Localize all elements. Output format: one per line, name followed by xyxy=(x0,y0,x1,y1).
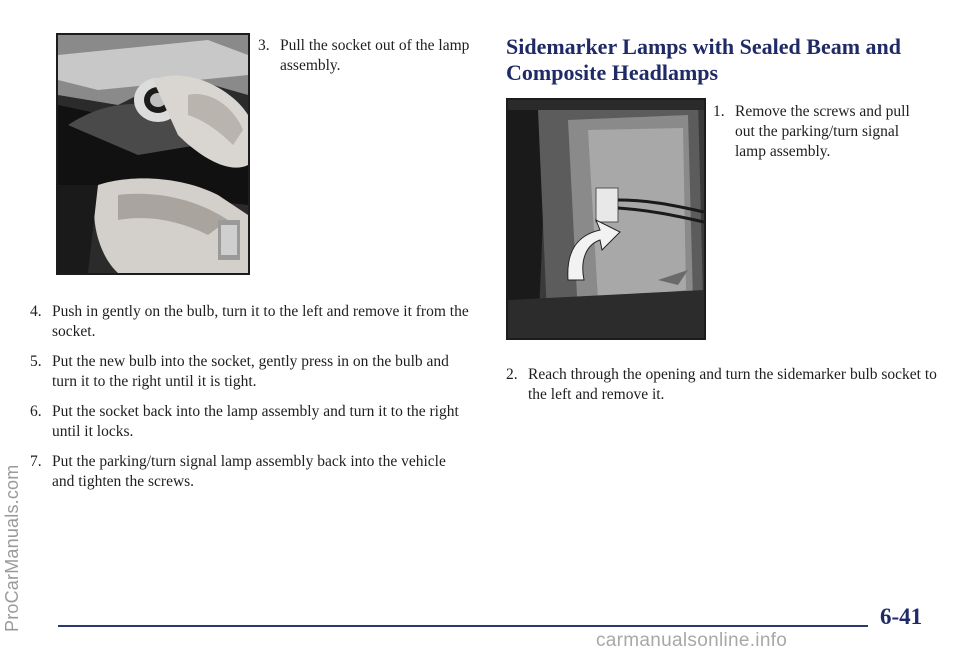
step-text: Put the new bulb into the socket, gently press in on the bulb and turn it to the right until it is tight. xyxy=(52,353,449,390)
step-text: Put the socket back into the lamp assembly and turn it to the right until it locks. xyxy=(52,403,459,440)
step-2 xyxy=(506,365,946,405)
step-text: Push in gently on the bulb, turn it to the left and remove it from the socket. xyxy=(52,303,469,340)
step-number: 5. xyxy=(30,353,42,370)
step-6 xyxy=(30,402,470,442)
step-1 xyxy=(713,102,933,162)
step-text: Put the parking/turn signal lamp assembly back into the vehicle and tighten the screws. xyxy=(52,453,446,490)
footer-url: carmanualsonline.info xyxy=(596,630,788,651)
photo-lamp-assembly xyxy=(506,98,706,340)
section-heading: Sidemarker Lamps with Sealed Beam and Composite Headlamps xyxy=(506,34,902,85)
step-text: Reach through the opening and turn the sidemarker bulb socket to the left and remove it. xyxy=(528,366,937,403)
step-4 xyxy=(30,302,470,342)
photo-bulb-socket-removal xyxy=(56,33,250,275)
step-5 xyxy=(30,352,470,392)
step-number: 2. xyxy=(506,366,518,383)
step-number: 4. xyxy=(30,303,42,320)
watermark: ProCarManuals.com xyxy=(2,464,22,632)
step-text: Pull the socket out of the lamp assembly. xyxy=(280,37,470,74)
step-7 xyxy=(30,452,470,492)
step-3 xyxy=(258,36,488,76)
step-number: 3. xyxy=(258,37,270,54)
footer-rule xyxy=(58,625,868,627)
step-number: 7. xyxy=(30,453,42,470)
step-number: 1. xyxy=(713,103,725,120)
step-text: Remove the screws and pull out the parking/turn signal lamp assembly. xyxy=(735,103,910,160)
page-number: 6-41 xyxy=(880,604,923,629)
step-number: 6. xyxy=(30,403,42,420)
